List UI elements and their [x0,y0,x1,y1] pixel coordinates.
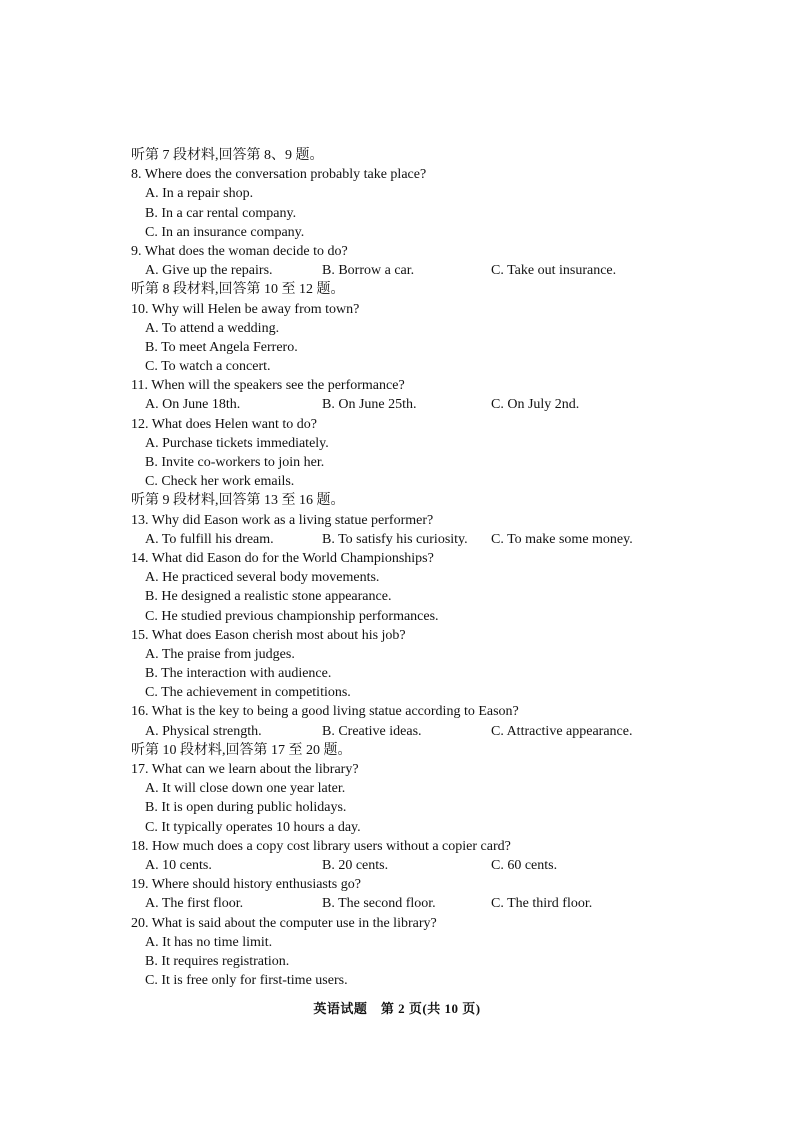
question-stem: 9. What does the woman decide to do? [131,243,348,259]
option-c: C. On July 2nd. [491,397,580,413]
option-c: C. Take out insurance. [491,263,617,279]
option-a: A. To attend a wedding. [145,320,280,336]
option-b: B. It requires registration. [145,953,290,969]
option-b: B. Creative ideas. [322,723,422,739]
section-heading: 听第 8 段材料,回答第 10 至 12 题。 [131,282,345,298]
question-stem: 13. Why did Eason work as a living statue performer? [131,512,434,528]
option-c: C. The achievement in competitions. [145,685,351,701]
option-a: A. On June 18th. [145,397,241,413]
option-b: B. He designed a realistic stone appearance. [145,589,392,605]
option-b: B. The interaction with audience. [145,666,332,682]
option-b: B. It is open during public holidays. [145,800,347,816]
question-stem: 10. Why will Helen be away from town? [131,301,360,317]
option-a: A. He practiced several body movements. [145,570,380,586]
options-row [131,722,691,741]
question-stem: 16. What is the key to being a good living statue according to Eason? [131,704,519,720]
option-c: C. Check her work emails. [145,474,295,490]
question-stem: 11. When will the speakers see the performance? [131,378,405,394]
question-stem: 12. What does Helen want to do? [131,416,317,432]
option-a: A. To fulfill his dream. [145,531,274,547]
options-row [131,856,691,875]
question-stem: 15. What does Eason cherish most about his job? [131,627,406,643]
option-c: C. The third floor. [491,896,593,912]
questions-block [131,146,691,990]
option-b: B. On June 25th. [322,397,417,413]
option-a: A. It has no time limit. [145,934,273,950]
option-c: C. To make some money. [491,531,633,547]
option-c: C. 60 cents. [491,857,558,873]
option-b: B. Invite co-workers to join her. [145,455,325,470]
options-row [131,261,691,280]
options-row [131,530,691,549]
question-stem: 8. Where does the conversation probably take place? [131,167,427,183]
option-b: B. In a car rental company. [145,205,297,221]
option-c: C. In an insurance company. [145,224,305,240]
question-stem: 18. How much does a copy cost library users without a copier card? [131,838,511,854]
question-stem: 20. What is said about the computer use in the library? [131,915,437,931]
option-b: B. To meet Angela Ferrero. [145,339,298,355]
options-row [131,894,691,913]
option-c: C. It typically operates 10 hours a day. [145,819,361,835]
option-a: A. It will close down one year later. [145,781,346,797]
option-c: C. To watch a concert. [145,359,271,375]
option-b: B. To satisfy his curiosity. [322,531,468,547]
option-a: A. In a repair shop. [145,186,254,202]
option-c: C. He studied previous championship performances. [145,608,439,624]
section-heading: 听第 10 段材料,回答第 17 至 20 题。 [131,742,352,758]
option-c: C. It is free only for first-time users. [145,973,348,989]
section-heading: 听第 9 段材料,回答第 13 至 16 题。 [131,493,345,509]
question-stem: 19. Where should history enthusiasts go? [131,877,361,893]
options-row [131,395,691,414]
section-heading: 听第 7 段材料,回答第 8、9 题。 [131,148,324,163]
option-a: A. The praise from judges. [145,646,295,662]
option-b: B. The second floor. [322,896,436,912]
option-c: C. Attractive appearance. [491,723,633,739]
option-a: A. 10 cents. [145,857,212,873]
question-stem: 17. What can we learn about the library? [131,762,359,777]
question-stem: 14. What did Eason do for the World Championships? [131,550,434,566]
option-a: A. Physical strength. [145,723,262,739]
option-b: B. Borrow a car. [322,263,415,279]
option-a: A. The first floor. [145,896,244,912]
page-footer: 英语试题 第 2 页(共 10 页) [313,1001,481,1016]
option-b: B. 20 cents. [322,857,389,873]
option-a: A. Purchase tickets immediately. [145,435,329,451]
option-a: A. Give up the repairs. [145,263,273,279]
